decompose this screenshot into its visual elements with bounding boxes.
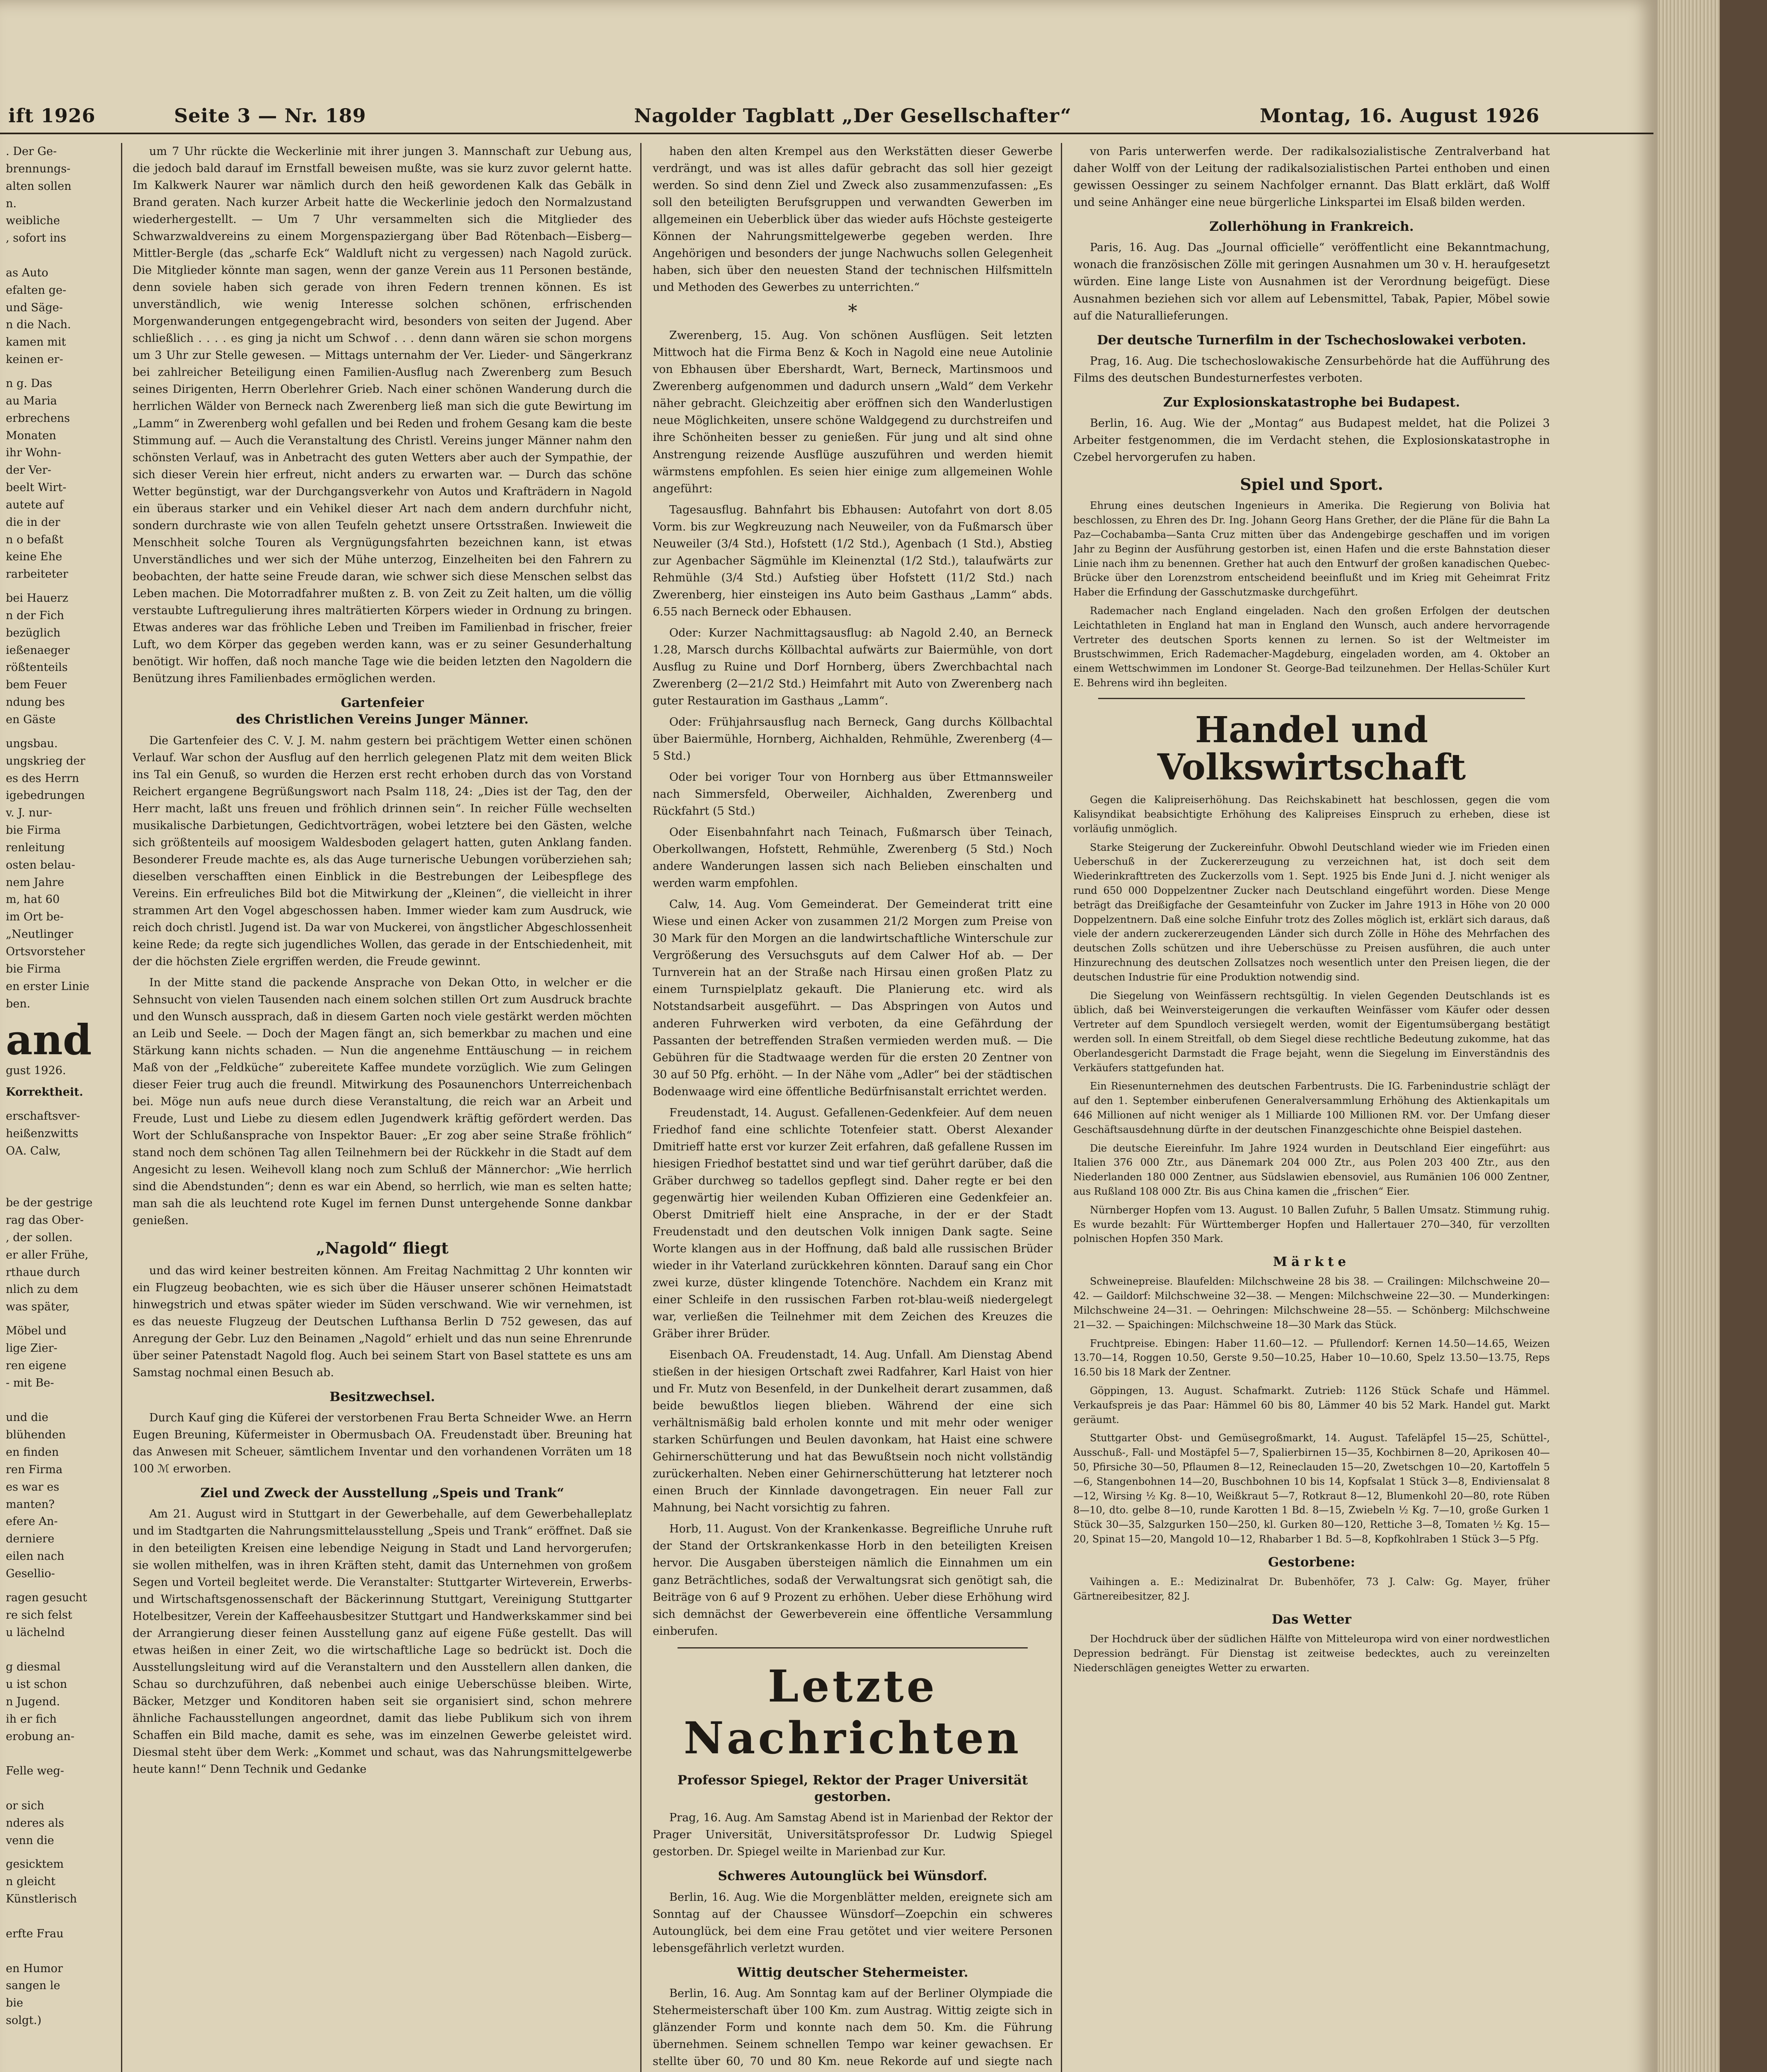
section-title-spiel-und-sport: Spiel und Sport. (1240, 475, 1383, 494)
text-fragment: n g. Das au Maria erbrechens Monaten ihr Wohn- der Ver- beelt Wirt- autete auf die in der n o befaßt keine Ehe rarbeiteter (6, 377, 70, 581)
article-schafmarkt: Göppingen, 13. August. Schafmarkt. Zutrieb: 1126 Stück Schafe und Hämmel. Verkaufspreis je das Paar: Hämmel 60 bis 80, Lämmer 40 bis 52 Mark. Handel gut. Markt geräumt. (1073, 1385, 1550, 1426)
article-ausstellung-cont: haben den alten Krempel aus den Werkstätten dieser Gewerbe verdrängt, und was ist alles dafür gebracht das soll hier gezeigt werden. So sind denn Ziel und Zweck also zusammenzufassen: „Es soll den beteiligten Berufsgruppen und verwandten Gewerben im allgemeinen ein Ueberblick über das wieder aufs Höchste gesteigerte Können der Nahrungsmittelgewerbe gegeben werden. Ihre Angehörigen und besonders der junge Nachwuchs sollen Gelegenheit haben, sich über den neuesten Stand der technischen Hilfsmitteln und Methoden des Gewerbes zu unterrichten.“ (653, 145, 1053, 294)
text-fragment: ungsbau. ungskrieg der es des Herrn igebedrungen v. J. nur- bie Firma renleitung osten belau- nem Jahre m, hat 60 im Ort be- „Neutlinger Ortsvorsteher bie Firma en erster Linie ben. (6, 737, 90, 1010)
article-calw: Calw, 14. Aug. Vom Gemeinderat. Der Gemeinderat tritt eine Wiese und einen Acker von zusammen 21/2 Morgen zum Preise von 30 Mark für den Morgen an die landwirtschaftliche Winterschule zur Vergrößerung des Versuchsguts auf dem Calwer Hof ab. — Der Turnverein hat an der Straße nach Hirsau einen großen Platz zu einem Turnspielplatz gekauft. Die Planierung etc. wird als Notstandsarbeit ausgeführt. — Das Abspringen von Autos und anderen Fuhrwerken wird verboten, da eine Gefährdung der Passanten der betreffenden Straßen vermieden werden muß. — Die Gebühren für die Stadtwaage werden für die ersten 20 Zentner von 30 auf 50 Pfg. erhöht. — In der Nähe vom „Adler“ bei der städtischen Bodenwaage wird eine öffentliche Bedürfnisanstalt errichtet werden. (653, 898, 1053, 1098)
header-rule (0, 133, 1653, 134)
text-fragment: Korrektheit. (6, 1086, 83, 1099)
column-local-news (133, 143, 632, 2072)
headline-zollerhoehung: Zollerhöhung in Frankreich. (1209, 219, 1414, 235)
column-news-economy (1073, 143, 1550, 2072)
article-rademacher: Rademacher nach England eingeladen. Nach den großen Erfolgen der deutschen Leichtathleten in England hat man in England den Wunsch, auch andere hervorragende Vertreter des deutschen Sports kennen zu lernen. So ist der Weltmeister im Brustschwimmen, Erich Rademacher-Magdeburg, eingeladen worden, am 4. Oktober an einem Wettschwimmen im Londoner St. George-Bad teilzunehmen. Der Hellas-Schüler Kurt E. Behrens wird ihn begleiten. (1073, 605, 1550, 689)
article-neue-partei-cont: von Paris unterwerfen werde. Der radikalsozialistische Zentralverband hat daher Wolff von der Leitung der radikalsozialistischen Partei enthoben und einen gewissen Oessinger zu seinem Nachfolger ernannt. Das Blatt erklärt, daß Wolff und seine Anhänger eine neue bürgerliche Linkspartei im Elsaß bilden werden. (1073, 145, 1550, 209)
section-rule (1098, 698, 1525, 699)
text-fragment: erschaftsver- heißenzwitts OA. Calw, be der gestrige rag das Ober- , der sollen. er aller Frühe, rthaue durch nlich zu dem was später, (6, 1110, 93, 1314)
article-besitzwechsel: Durch Kauf ging die Küferei der verstorbenen Frau Berta Schneider Wwe. an Herrn Eugen Breuning, Küfermeister in Obermusbach OA. Freudenstadt über. Breuning hat das Anwesen mit Scheuer, sämtlichem Inventar und den vorhandenen Vorräten um 18 100 ℳ erworben. (133, 1411, 632, 1476)
headline-spiegel: Professor Spiegel, Rektor der Prager Universität gestorben. (677, 1772, 1028, 1804)
article-wittig: Berlin, 16. Aug. Am Sonntag kam auf der Berliner Olympiade die Stehermeisterschaft über 100 Km. zum Austrag. Wittig zeigte sich in glänzender Form und konnte nach dem 50. Km. die Führung übernehmen. Seinem schnellen Tempo war keiner gewachsen. Er stellte über 60, 70 und 80 Km. neue Rekorde auf und siegte nach (653, 1987, 1053, 2068)
column-divider (640, 143, 641, 2072)
article-spiegel: Prag, 16. Aug. Am Samstag Abend ist in Marienbad der Rektor der Prager Universität, Universitätsprofessor Dr. Ludwig Spiegel gestorben. Dr. Spiegel weilte in Marienbad zur Kur. (653, 1811, 1053, 1859)
article-ausstellung: Am 21. August wird in Stuttgart in der Gewerbehalle, auf dem Gewerbehalleplatz und im Stadtgarten die Nahrungsmittelausstellung „Speis und Trank“ eröffnet. Daß sie in den beteiligten Kreisen eine lebendige Neigung in Stadt und Land hervorgerufen; sie wollen mithelfen, was in ihren Kräften steht, damit das Unternehmen von großem Segen und Vorteil begleitet werde. Die Veranstalter: Stuttgarter Wirteverein, Erwerbs- und Wirtschaftsgenossenschaft der Bäckerinnung Stuttgart, Vereinigung Stuttgarter Hotelbesitzer, Verein der Kaffeehausbesitzer Stuttgart und Handwerkskammer sind bei der Arrangierung dieser feinen Ausstellung ganz auf eigene Füße gestellt. Das will etwas heißen in einer Zeit, wo die wirtschaftliche Lage so bedrückt ist. Doch die Ausstellungsleitung wird auf die Veranstaltern und den Ausstellern allen danken, die Schau so durchzuführen, daß nebenbei auch einige Ueberschüsse bleiben. Wirte, Bäcker, Metzger und Konditoren haben seit sie organisiert sind, schon mehrere ähnliche Fachausstellungen angeordnet, damit das liebe Publikum sich von ihrem Schaffen ein Bild mache, damit es sehe, was im einzelnen Gewerbe geleistet wird. Diesmal steht über dem Werk: „Kommet und schaut, was das Nahrungsmittelgewerbe heute kann!“ Denn Technik und Gedanke (133, 1508, 632, 1776)
article-kalipreis: Gegen die Kalipreiserhöhung. Das Reichskabinett hat beschlossen, gegen die vom Kalisyndikat beabsichtigte Erhöhung des Kalipreises Einspruch zu erheben, diese ist vorläufig unmöglich. (1073, 794, 1550, 835)
headline-autounglueck: Schweres Autounglück bei Wünsdorf. (718, 1869, 988, 1884)
headline-ausstellung: Ziel und Zweck der Ausstellung „Speis und Trank“ (200, 1486, 564, 1501)
article-weinfaesser: Die Siegelung von Weinfässern rechtsgültig. In vielen Gegenden Deutschlands ist es üblich, daß bei Weinversteigerungen die verkauften Weinfässer vom Käufer oder dessen Vertreter auf dem Spundloch versiegelt werden, womit der Eigentumsübergang bestätigt werden soll. In einem Streitfall, ob dem Siegel diese rechtliche Bedeutung zukomme, hat das Oberlandesgericht Darmstadt die Frage bejaht, wenn die Siegelung im Einverständnis des Verkäufers stattgefunden hat. (1073, 990, 1550, 1074)
text-fragment: . Der Ge- brennungs- alten sollen n. weibliche , sofort ins as Auto efalten ge- und Säge- n die Nach. kamen mit keinen er- (6, 145, 72, 366)
article-autounglueck: Berlin, 16. Aug. Wie die Morgenblätter melden, ereignete sich am Sonntag auf der Chaussee Wünsdorf—Zoepchin ein schweres Autounglück, bei dem eine Frau getötet und vier weitere Personen lebensgefährlich verletzt wurden. (653, 1890, 1053, 1955)
article-fruehjahrsausflug: Oder: Frühjahrsausflug nach Berneck, Gang durchs Köllbachtal über Baiermühle, Hornberg, Aichhalden, Rehmühle, Zwerenberg (4—5 Std.) (653, 715, 1053, 763)
column-previous-page-fragments (6, 143, 116, 2072)
section-title-fragment: and (6, 1015, 92, 1065)
article-weckerlinie: um 7 Uhr rückte die Weckerlinie mit ihrer jungen 3. Mannschaft zur Uebung aus, die jedoch bald darauf im Ernstfall beweisen mußte, was sie kurz zuvor gelernt hatte. Im Kalkwerk Naurer war nämlich durch den heiß gewordenen Kalk das Gebälk in Brand geraten. Nach kurzer Arbeit hatte die Weckerlinie jedoch den Normalzustand wiederhergestellt. — Um 7 Uhr versammelten sich die Mitglieder des Schwarzwaldvereins zu einem Morgenspaziergang über Bad Rötenbach—Eisberg—Mittler-Bergle (das „scharfe Eck“ Waldluft nicht zu vergessen) nach Nagold zurück. Die Mitglieder könnte man sagen, wenn der ganze Verein aus 11 Personen bestände, denn soviele haben sich gerade von ihren Federn trennen können. Es ist unverständlich, wie wenig Interesse solchen schönen, erfrischenden Morgenwanderungen entgegengebracht wird, besonders von seiten der Jugend. Aber schließlich . . . . es ging ja nicht um Schwof . . . denn dann wären sie schon morgens um 3 Uhr zur Stelle gewesen. — Mittags unternahm der Ver. Lieder- und Sängerkranz bei zahlreicher Beteiligung einen Familien-Ausflug nach Zwerenberg zum Besuch seines Dirigenten, Herrn Oberlehrer Grieb. Nach einer schönen Wanderung durch die herrlichen Wälder von Berneck nach Zwerenberg ließ man sich die gute Bewirtung im „Lamm“ in Zwerenberg wohl gefallen und bei Reden und frohem Gesang kam die beste Stimmung auf. — Auch die Veranstaltung des Christl. Vereins junger Männer nahm den schönsten Verlauf, was in Anbetracht des guten Wetters aber auch der Sympathie, der sich dieser Verein hier erfreut, nicht anders zu erwarten war. — Durch das schöne Wetter begünstigt, war der Durchgangsverkehr von Autos und Krafträdern in Nagold ein überaus starker und ein Vehikel dieser Art nach dem andern durchfuhr nicht, sondern durchraste wie von allen Teufeln gehetzt unsere Ortsstraßen. Inwieweit die Menschheit solche Touren als Vergnügungsfahrten bezeichnen kann, ist etwas Unverständliches und wer sich der Mühe unterzog, Einzelheiten bei den Fahrern zu beobachten, der hatte seine Freude daran, wie schwer sich diese Menschen selbst das Leben machen. Die Motorradfahrer mußten z. B. von Zeit zu Zeit halten, um die völlig verstaubte Luftregulierung ihres malträtierten Körpers wieder in Ordnung zu bringen. Etwas anderes war das fröhliche Leben und Treiben im Familienbad in frischer, freier Luft, wo dem Körper das gegeben werden kann, was er zu seiner Gesunderhaltung benötigt. Wir hoffen, daß noch manche Tage wie die beiden letzten den Nagoldern die Benützung ihres Familienbades ermöglichen werden. (133, 145, 632, 685)
article-turnerfilm: Prag, 16. Aug. Die tschechoslowakische Zensurbehörde hat die Aufführung des Films des deutschen Bundesturnerfestes verboten. (1073, 354, 1550, 385)
column-divider (1061, 143, 1062, 2072)
text-fragment: bei Hauerz n der Fich bezüglich ießenaeger rößtenteils bem Feuer ndung bes en Gäste (6, 592, 70, 726)
article-gartenfeier-cont: In der Mitte stand die packende Ansprache von Dekan Otto, in welcher er die Sehnsucht von vielen Tausenden nach einem solchen stillen Ort zum Ausdruck brachte und den Wunsch aussprach, daß in diesem Garten noch viele gestärkt werden möchten an Leib und Seele. — Doch der Magen fängt an, sich bemerkbar zu machen und eine Stärkung kann nichts schaden. — Nun die angenehme Enttäuschung — in reichem Maß von der „Feldküche“ zubereitete Kaffee mundete vorzüglich. Wie zum Gelingen dieser Feier trug auch die freundl. Mitwirkung des Posaunenchors Unterreichenbach bei. Möge nun aufs neue durch diese Veranstaltung, die reich war an Arbeit und Freude, Lust und Liebe zu diesem edlen Jugendwerk kräftig gefördert werden. Das Wort der Schlußansprache von Inspektor Bauer: „Er zog aber seine Straße fröhlich“ stand noch dem schönen Tag allen Teilnehmern bei der Rückkehr in die Stadt auf dem Angesicht zu lesen. Weihevoll klang noch zum Schluß der Männerchor: „Wie herrlich sind die Abendstunden“; denn es war ein Abend, so herrlich, wie man es selten hatte; man sah die als leuchtend rote Kugel im fernen Dunst untergehende Sonne dankbar genießen. (133, 976, 632, 1227)
text-fragment: Möbel und lige Zier- ren eigene - mit Be- und die blühenden en finden ren Firma es war es manten? efere An- derniere eilen nach Gesellio- (6, 1324, 67, 1580)
issue-date: Montag, 16. August 1926 (1260, 104, 1540, 127)
article-nagold-fliegt: und das wird keiner bestreiten können. Am Freitag Nachmittag 2 Uhr konnten wir ein Flugzeug beobachten, wie es sich über die Häuser unserer schönen Heimatstadt hinwegstrich und etwas später wieder im Süden verschwand. Wie wir vernehmen, ist es das neueste Flugzeug der Deutschen Lufthansa Berlin D 752 gewesen, das auf Anregung der Gebr. Luz den Beinamen „Nagold“ erhielt und das nun seine Ehrenrunde über seiner Patenstadt Nagold flog. Auch bei seinem Start von Basel stattete es uns am Samstag nochmal einen Besuch ab. (133, 1264, 632, 1379)
article-teinach-tour: Oder Eisenbahnfahrt nach Teinach, Fußmarsch über Teinach, Oberkollwangen, Hofstett, Rehmühle, Zwerenberg (5 Std.) Noch andere Wanderungen lassen sich nach Belieben einschalten und werden warm empfohlen. (653, 826, 1053, 890)
article-horb: Horb, 11. August. Von der Krankenkasse. Begreifliche Unruhe ruft der Stand der Ortskrankenkasse Horb in den beteiligten Kreisen hervor. Die Ausgaben übersteigen nämlich die Einnahmen um ein ganz Beträchtliches, sodaß der Verwaltungsrat sich genötigt sah, die Beiträge von 6 auf 9 Prozent zu erhöhen. Ueber diese Erhöhung wird sich demnächst der Gewerbeverein eine öffentliche Versammlung einberufen. (653, 1523, 1053, 1638)
section-title-letzte-nachrichten: Letzte Nachrichten (683, 1660, 1022, 1764)
death-notices: Vaihingen a. E.: Medizinalrat Dr. Bubenhöfer, 73 J. Calw: Gg. Mayer, früher Gärtnereibesitzer, 82 J. (1073, 1576, 1550, 1602)
article-gemuesegrossmarkt: Stuttgarter Obst- und Gemüsegroßmarkt, 14. August. Tafeläpfel 15—25, Schüttel-, Ausschuß-, Fall- und Mostäpfel 5—7, Spalierbirnen 15—35, Kochbirnen 8—20, Aprikosen 40—50, Pfirsiche 30—50, Pflaumen 8—12, Reineclauden 15—20, Zwetschgen 10—20, Kartoffeln 5—6, Stangenbohnen 14—20, Buschbohnen 10 bis 14, Kopfsalat 1 Stück 3—8, Endiviensalat 8—12, Wirsing ½ Kg. 8—10, Weißkraut 5—7, Rotkraut 8—12, Blumenkohl 20—80, rote Rüben 8—10, dto. gelbe 8—10, runde Karotten 1 Bd. 8—15, Zwiebeln ½ Kg. 7—10, große Gurken 1 Stück 30—35, Salzgurken 150—250, kl. Gurken 80—120, Rettiche 3—8, Tomaten ½ Kg. 15—20, Spinat 15—20, Mangold 10—12, Rhabarber 1 Bd. 5—8, Kopfkohlraben 1 Stück 3—5 Pfg. (1073, 1432, 1550, 1545)
headline-turnerfilm: Der deutsche Turnerfilm in der Tschechoslowakei verboten. (1097, 332, 1526, 348)
header-prev-page-fragment: ift 1926 (8, 104, 96, 127)
article-zwerenberg: Zwerenberg, 15. Aug. Von schönen Ausflügen. Seit letzten Mittwoch hat die Firma Benz & Koch in Nagold eine neue Autolinie von Ebhausen über Ebershardt, Wart, Berneck, Martinsmoos und Zwerenberg aufgenommen und dadurch unsern „Wald“ dem Verkehr näher gebracht. Gleichzeitig aber eröffnen sich den Wanderlustigen neue Möglichkeiten, unsere schöne Waldgegend zu durchstreifen und ihre Schönheiten besser zu genießen. Für jung und alt sind ohne Anstrengung reizende Ausflüge auszuführen und werden hiemit wärmstens empfohlen. Es seien hier einige zum allgemeinen Wohle angeführt: (653, 329, 1053, 495)
article-ehrung-ingenieur: Ehrung eines deutschen Ingenieurs in Amerika. Die Regierung von Bolivia hat beschlossen, zu Ehren des Dr. Ing. Johann Georg Hans Grether, der die Pläne für die Bahn La Paz—Cochabamba—Santa Cruz mitten über das Andengebirge geschaffen und im vorigen Jahr zu Beginn der Ausführung gestorben ist, einen Hafen und die erste Bahnstation dieser Linie nach ihm zu benennen. Grether hat auch den Entwurf der großen kanadischen Quebec-Brücke über den Lorenzstrom entscheidend beeinflußt und im Krieg mit Geheimrat Fritz Haber die Erfindung der Gasschutzmaske durchgeführt. (1073, 500, 1550, 598)
page-header (0, 104, 1653, 129)
article-gartenfeier: Die Gartenfeier des C. V. J. M. nahm gestern bei prächtigem Wetter einen schönen Verlauf. War schon der Ausflug auf den herrlich gelegenen Platz mit dem weiten Blick ins Tal ein Genuß, so wurden die Herzen erst recht erhoben durch das von Vorstand Reichert ergangene Begrüßungswort nach Psalm 118, 24: „Dies ist der Tag, den der Herr macht, laßt uns freuen und fröhlich drinnen sein“. In reicher Fülle wechselten musikalische Darbietungen, Gedichtvorträgen, wobei letztere bei den Gästen, welche sich größtenteils auf moosigem Waldesboden gelagert hatten, guten Anklang fanden. Besonderer Freude machte es, als das Auge turnerische Uebungen vorüberziehen sah; dieselben verschafften einen Einblick in die Bestrebungen der Leibespflege des Vereins. Ein erfreuliches Bild bot die Mitwirkung der „Kleinen“, die vielleicht in ihrer strammen Art den Vogel abgeschossen haben. Immer wieder kam zum Ausdruck, wie reich doch christl. Jugend ist. Da war von Muckerei, von ängstlicher Abgeschlossenheit keine Rede; da regte sich jugendliches Wollen, das gerade in der Entschiedenheit, mit der die höchsten Ziele ergriffen werden, die Freude gewinnt. (133, 734, 632, 968)
article-hornberg-tour: Oder bei voriger Tour von Hornberg aus über Ettmannsweiler nach Simmersfeld, Oberweiler, Aichhalden, Zwerenberg und Rückfahrt (5 Std.) (653, 771, 1053, 818)
headline-besitzwechsel: Besitzwechsel. (329, 1389, 435, 1404)
date-fragment: gust 1926. (6, 1064, 66, 1077)
article-wetter: Der Hochdruck über der südlichen Hälfte von Mitteleuropa wird von einer nordwestlichen Depression bedrängt. Für Dienstag ist zeitweise bedecktes, auch zu vereinzelten Niederschlägen geneigtes Wetter zu erwarten. (1073, 1633, 1550, 1674)
article-nachmittagsausflug: Oder: Kurzer Nachmittagsausflug: ab Nagold 2.40, an Berneck 1.28, Marsch durchs Köllbachtal aufwärts zur Baiermühle, von dort Ausflug zu Ruine und Dorf Hornberg, übers Zwerchbachtal nach Zwerenberg (2—21/2 Std.) Heimfahrt mit Auto von Zwerenberg nach guter Restauration im Gasthaus „Lamm“. (653, 626, 1053, 707)
article-fruchtpreise: Fruchtpreise. Ebingen: Haber 11.60—12. — Pfullendorf: Kernen 14.50—14.65, Weizen 13.70—14, Roggen 10.50, Gerste 9.50—10.25, Haber 10—10.60, Spelz 13.50—13.75, Reps 16.50 bis 18 Mark der Zentner. (1073, 1337, 1550, 1378)
headline-gestorbene: Gestorbene: (1268, 1554, 1356, 1570)
article-eisenbach: Eisenbach OA. Freudenstadt, 14. Aug. Unfall. Am Dienstag Abend stießen in der hiesigen Ortschaft zwei Radfahrer, Karl Haist von hier und Fr. Mutz von Besenfeld, in der Dunkelheit derart zusammen, daß beide bewußtlos liegen blieben. Während der eine sich verhältnismäßig bald erholen konnte und mit mehr oder weniger starken Schürfungen und Beulen davonkam, hat Haist eine schwere Gehirnerschütterung und hat das Bewußtsein noch nicht vollständig zurückerhalten. Neben einer Gehirnerschütterung hat letzterer noch einen Bruch der Kinnlade davongetragen. Ein neuer Fall zur Mahnung, bei Nacht vorsichtig zu fahren. (653, 1348, 1053, 1515)
headline-explosion: Zur Explosionskatastrophe bei Budapest. (1163, 395, 1460, 410)
separator-star: * (848, 301, 857, 322)
article-explosion: Berlin, 16. Aug. Wie der „Montag“ aus Budapest meldet, hat die Polizei 3 Arbeiter festgenommen, die im Verdacht stehen, die Explosionskatastrophe in Czebel hervorgerufen zu haben. (1073, 417, 1550, 464)
headline-wetter: Das Wetter (1272, 1612, 1351, 1627)
text-fragment: gesicktem n gleicht Künstlerisch erfte Frau en Humor sangen le bie solgt.) (6, 1858, 77, 2027)
headline-gartenfeier: Gartenfeier des Christlichen Vereins Junger Männer. (236, 695, 529, 727)
headline-nagold-fliegt: „Nagold“ fliegt (316, 1238, 449, 1257)
section-rule (678, 1647, 1028, 1648)
newspaper-title: Nagolder Tagblatt „Der Gesellschafter“ (634, 104, 1072, 127)
article-eiereinfuhr: Die deutsche Eiereinfuhr. Im Jahre 1924 wurden in Deutschland Eier eingeführt: aus Italien 376 000 Ztr., aus Dänemark 204 000 Ztr., aus Polen 203 400 Ztr., aus den Niederlanden 180 000 Zentner, aus Südslawien ebensoviel, aus Rumänien 106 000 Zentner, aus Rußland 108 000 Ztr. Bis aus China kamen die „frischen“ Eier. (1073, 1142, 1550, 1197)
headline-maerkte: Märkte (1273, 1254, 1351, 1270)
column-regional-news (653, 143, 1053, 2072)
article-hopfen: Nürnberger Hopfen vom 13. August. 10 Ballen Zufuhr, 5 Ballen Umsatz. Stimmung ruhig. Es wurde bezahlt: Für Württemberger Hopfen und Hallertauer 270—340, für verzollten polnischen Hopfen 350 Mark. (1073, 1204, 1550, 1245)
article-schweinepreise: Schweinepreise. Blaufelden: Milchschweine 28 bis 38. — Crailingen: Milchschweine 20—42. — Gaildorf: Milchschweine 32—38. — Mengen: Milchschweine 22—30. — Munderkingen: Milchschweine 24—31. — Oehringen: Milchschweine 28—55. — Schönberg: Milchschweine 21—32. — Spaichingen: Milchschweine 18—30 Mark das Stück. (1073, 1276, 1550, 1331)
article-freudenstadt: Freudenstadt, 14. August. Gefallenen-Gedenkfeier. Auf dem neuen Friedhof fand eine schlichte Totenfeier statt. Oberst Alexander Dmitrieff hatte erst vor kurzer Zeit erfahren, daß gefallene Russen im hiesigen Friedhof bestattet sind und war tief gerührt darüber, daß die Gräber durchweg so tadellos gepflegt sind. Daher regte er bei den gegenwärtig hier weilenden Kuban Offizieren eine Gedenkfeier an. Oberst Dmitrieff hielt eine Ansprache, in der er der Stadt Freudenstadt und den deutschen Volk innigen Dank sagte. Seine Worte klangen aus in der Hoffnung, daß bald alle russischen Brüder wieder in ihr Vaterland zurückkehren könnten. Darauf sang ein Chor zwei kurze, düster klingende Totenchöre. Nachdem ein Kranz mit einer Schleife in den russischen Farben rot-blau-weiß niedergelegt war, verließen die Teilnehmer mit dem Zeichen des Kreuzes die Gräber ihrer Brüder. (653, 1106, 1053, 1341)
page-number: Seite 3 — Nr. 189 (174, 104, 366, 127)
headline-wittig: Wittig deutscher Stehermeister. (737, 1965, 968, 1980)
section-title-handel: Handel und Volkswirtschaft (1157, 709, 1466, 788)
text-fragment: ragen gesucht re sich felst u lächelnd g diesmal u ist schon n Jugend. ih er fich erobung an- Felle weg- or sich nderes als venn die (6, 1591, 87, 1847)
article-tagesausflug: Tagesausflug. Bahnfahrt bis Ebhausen: Autofahrt von dort 8.05 Vorm. bis zur Wegkreuzung nach Neuweiler, von da Fußmarsch über Neuweiler (3/4 Std.), Hofstett (1/2 Std.), Agenbach (1 Std.), Abstieg zur Agenbacher Sägmühle im Kleinenztal (1/2 Std.), talaufwärts zur Rehmühle (3/4 Std.) Aufstieg über Hofstett (11/2 Std.) nach Zwerenberg, hier einsteigen ins Auto beim Gasthaus „Lamm“ abds. 6.55 nach Berneck oder Ebhausen. (653, 503, 1053, 618)
article-farbentrust: Ein Riesenunternehmen des deutschen Farbentrusts. Die IG. Farbenindustrie schlägt der auf den 1. September einberufenen Generalversammlung Erhöhung des Aktienkapitals um 646 Millionen auf nicht weniger als 1 Milliarde 100 Millionen RM. vor. Der Umfang dieser Geschäftsausdehnung dürfte in der deutschen Finanzgeschichte ohne Beispiel dastehen. (1073, 1080, 1550, 1135)
article-zollerhoehung: Paris, 16. Aug. Das „Journal officielle“ veröffentlicht eine Bekanntmachung, wonach die französischen Zölle mit geringen Ausnahmen um 30 v. H. heraufgesetzt würden. Eine lange Liste von Ausnahmen ist der Verordnung beigefügt. Diese Ausnahmen beziehen sich vor allem auf Lebensmittel, Tabak, Papier, Möbel sowie auf die Naturallieferungen. (1073, 241, 1550, 322)
book-page-edges (1658, 0, 1767, 2072)
article-zuckereinfuhr: Starke Steigerung der Zuckereinfuhr. Obwohl Deutschland wieder wie im Frieden einen Ueberschuß in der Zuckererzeugung zu verzeichnen hat, ist doch seit dem Wiederinkrafttreten des Zuckerzolls vom 1. Sept. 1925 bis Ende Juni d. J. nicht weniger als rund 650 000 Doppelzentner Zucker nach Deutschland eingeführt worden. Diese Menge beträgt das Dreißigfache der Gesamteinfuhr von Zucker im Jahre 1913 in Höhe von 20 000 Doppelzentnern. Daß eine solche Einfuhr trotz des Zolles möglich ist, erklärt sich daraus, daß viele der andern zuckererzeugenden Länder sich durch Zölle in Höhe des Mehrfachen des deutschen Zolls schützen und ihre Ueberschüsse zu Preisen ausführen, die auch unter Hinzurechnung des deutschen Zollsatzes noch wesentlich unter den Preisen liegen, die der deutschen Industrie für eine Produktion notwendig sind. (1073, 841, 1550, 983)
column-divider (121, 143, 122, 2072)
